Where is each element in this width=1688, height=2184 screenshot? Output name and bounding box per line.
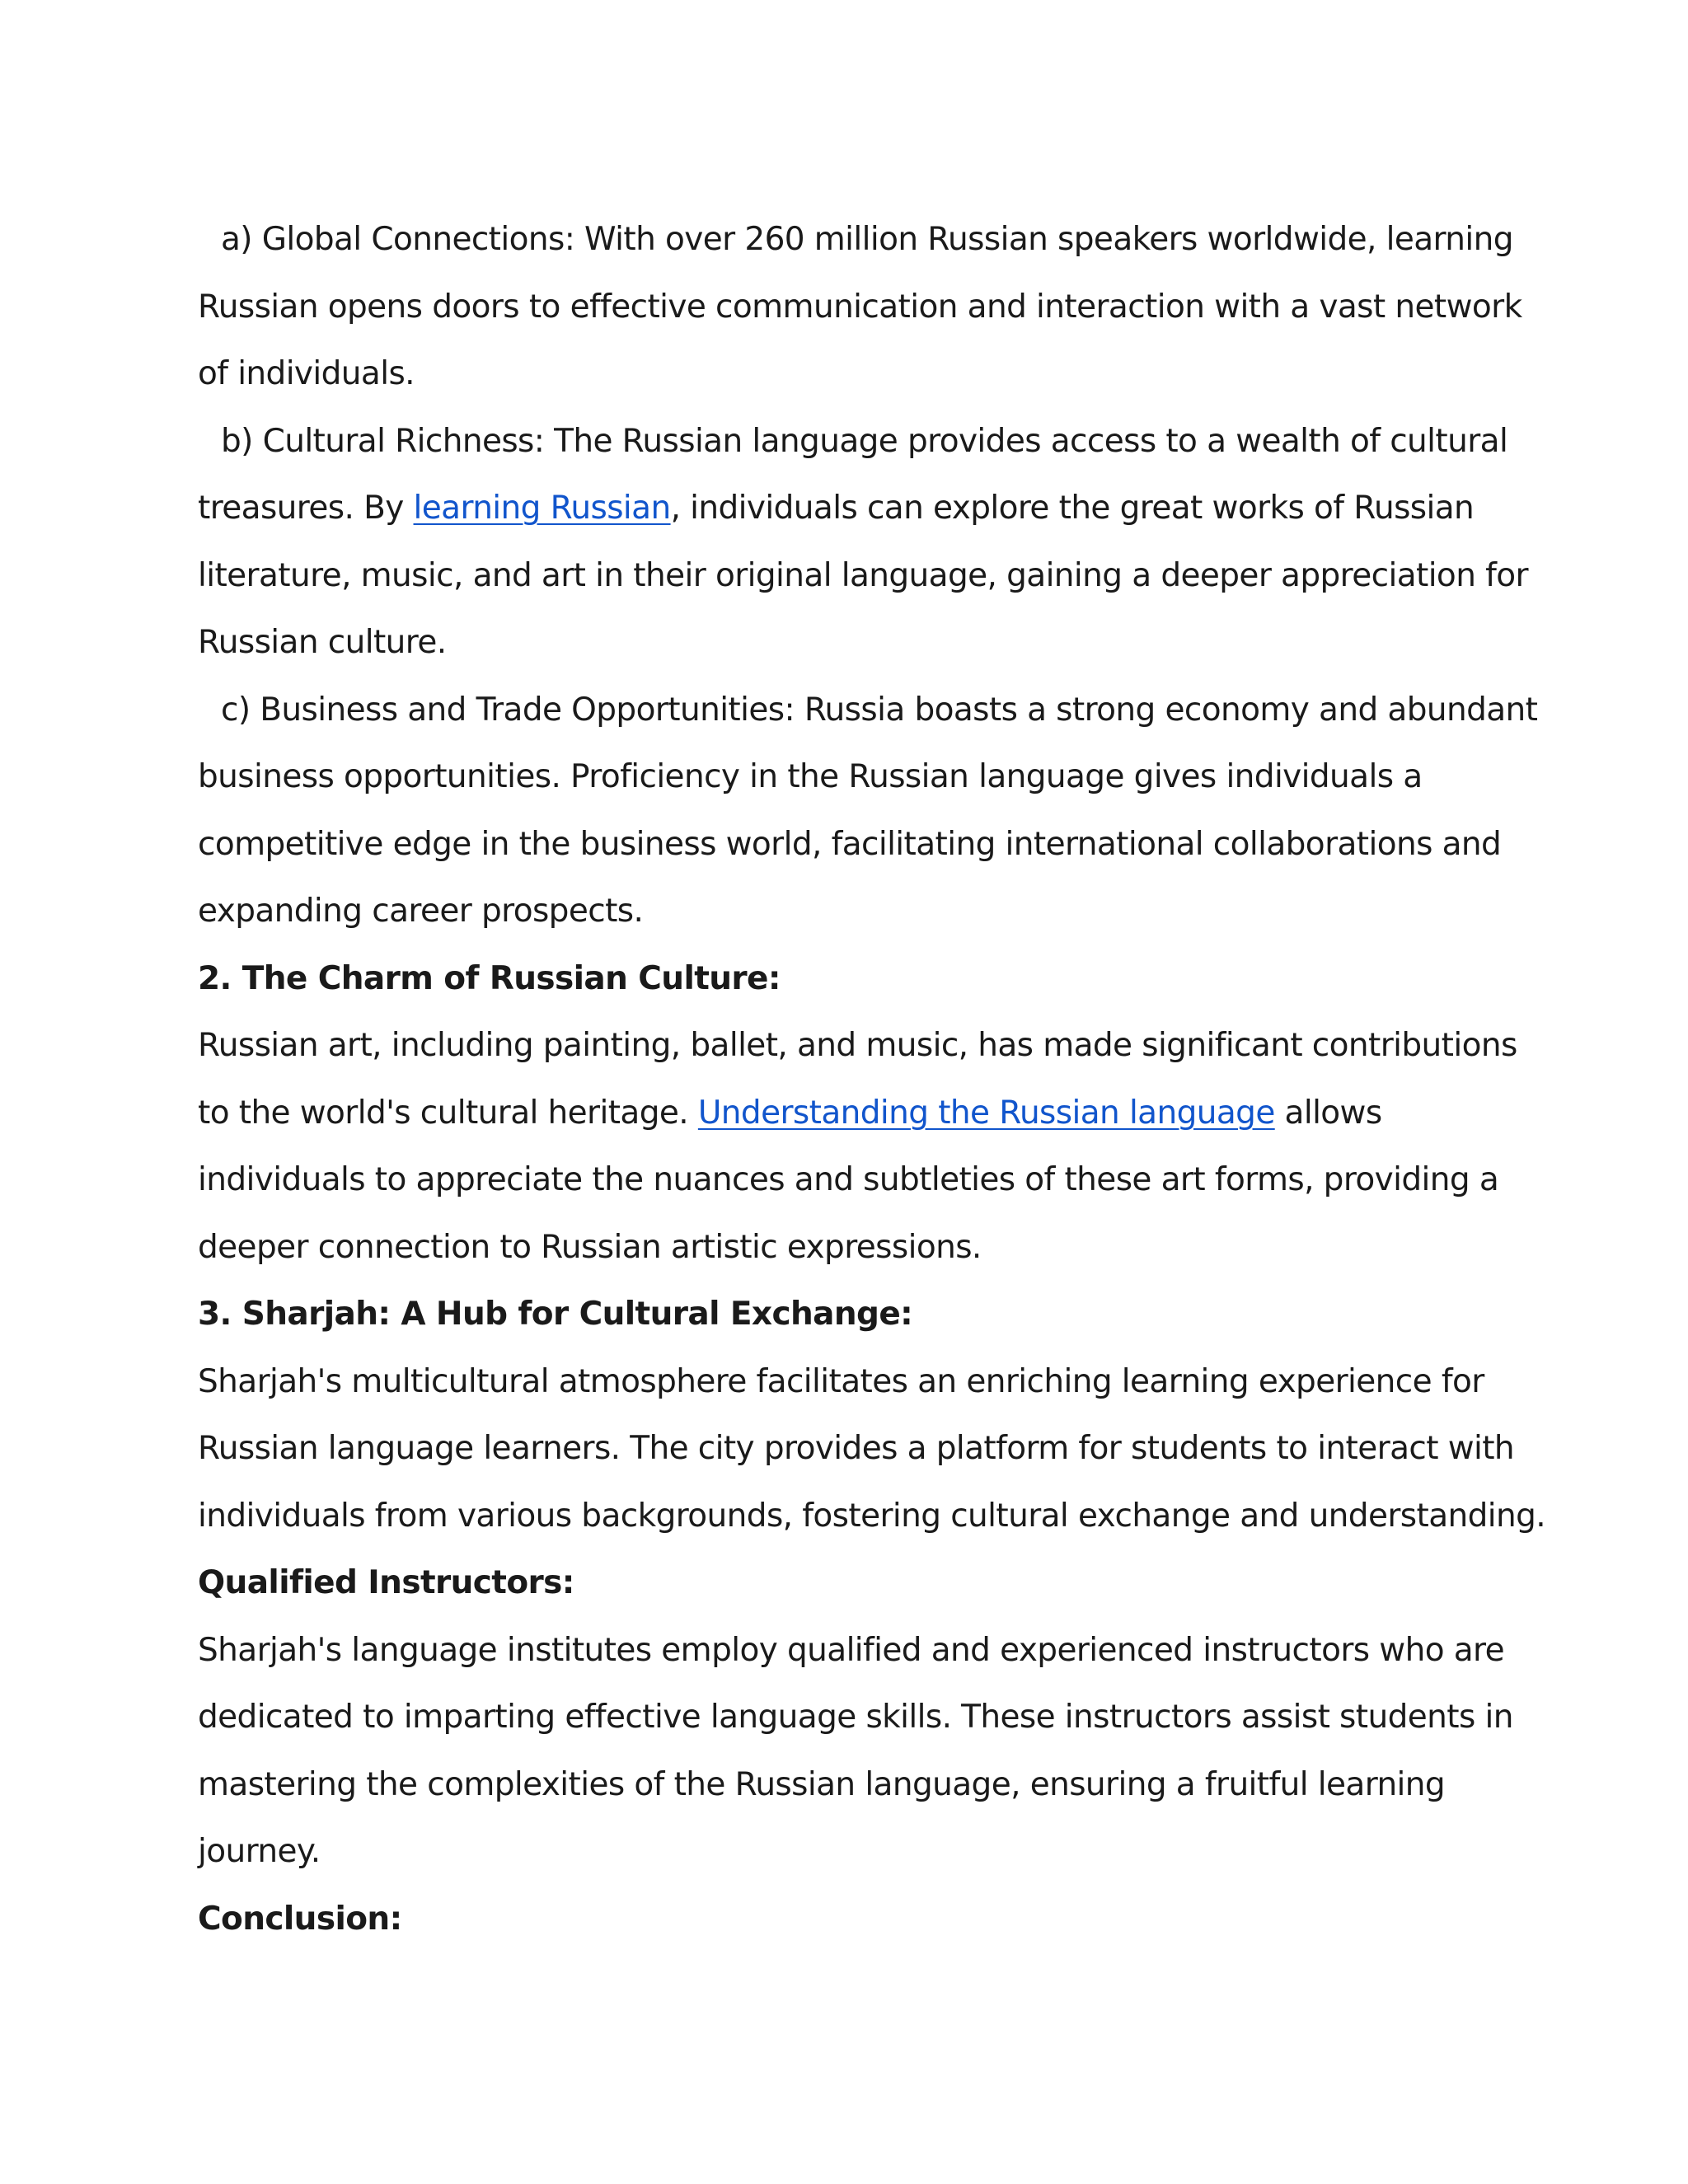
- heading-conclusion: Conclusion:: [198, 1900, 402, 1938]
- paragraph-global-connections-line: Russian opens doors to effective communication and interaction with a vast network: [198, 288, 1522, 326]
- paragraph-instructors-line: journey.: [198, 1833, 321, 1870]
- paragraph-cultural-richness-line: literature, music, and art in their original language, gaining a deeper appreciation for: [198, 556, 1528, 594]
- paragraph-instructors-line: Sharjah's language institutes employ qualified and experienced instructors who are: [198, 1631, 1505, 1669]
- paragraph-business-line: business opportunities. Proficiency in the Russian language gives individuals a: [198, 758, 1423, 795]
- heading-sharjah-hub: 3. Sharjah: A Hub for Cultural Exchange:: [198, 1296, 913, 1333]
- paragraph-business-line: competitive edge in the business world, facilitating international collaborations and: [198, 825, 1502, 863]
- text-segment: , individuals can explore the great works of Russian: [670, 490, 1475, 527]
- paragraph-instructors-line: mastering the complexities of the Russian language, ensuring a fruitful learning: [198, 1765, 1446, 1803]
- heading-charm-of-russian-culture: 2. The Charm of Russian Culture:: [198, 959, 781, 997]
- text-segment: treasures. By: [198, 490, 414, 527]
- paragraph-sharjah-line: Sharjah's multicultural atmosphere facilitates an enriching learning experience for: [198, 1362, 1484, 1400]
- paragraph-russian-art-line: [198, 1080, 1500, 1147]
- paragraph-cultural-richness-line: b) Cultural Richness: The Russian language provides access to a wealth of cultural: [221, 422, 1508, 460]
- text-segment: allows: [1274, 1094, 1382, 1132]
- text-segment: to the world's cultural heritage.: [198, 1094, 698, 1132]
- paragraph-sharjah-line: individuals from various backgrounds, fostering cultural exchange and understanding.: [198, 1497, 1546, 1535]
- paragraph-cultural-richness-line: [198, 475, 1500, 542]
- document-page: [198, 206, 1546, 1952]
- paragraph-cultural-richness-line: Russian culture.: [198, 624, 447, 661]
- paragraph-business-line: expanding career prospects.: [198, 893, 644, 930]
- paragraph-business-line: c) Business and Trade Opportunities: Russia boasts a strong economy and abundant: [221, 691, 1538, 729]
- paragraph-global-connections-line: of individuals.: [198, 355, 415, 392]
- heading-qualified-instructors: Qualified Instructors:: [198, 1564, 574, 1601]
- understanding-russian-language-link[interactable]: Understanding the Russian language: [697, 1094, 1275, 1132]
- paragraph-instructors-line: dedicated to imparting effective language skills. These instructors assist students in: [198, 1699, 1513, 1736]
- paragraph-sharjah-line: Russian language learners. The city provides a platform for students to interact with: [198, 1430, 1515, 1467]
- paragraph-russian-art-line: individuals to appreciate the nuances and subtleties of these art forms, providing a: [198, 1161, 1499, 1198]
- learning-russian-link[interactable]: learning Russian: [413, 490, 671, 527]
- paragraph-global-connections-line: a) Global Connections: With over 260 million Russian speakers worldwide, learning: [221, 221, 1513, 258]
- paragraph-russian-art-line: Russian art, including painting, ballet, and music, has made significant contributions: [198, 1027, 1517, 1064]
- paragraph-russian-art-line: deeper connection to Russian artistic expressions.: [198, 1228, 982, 1266]
